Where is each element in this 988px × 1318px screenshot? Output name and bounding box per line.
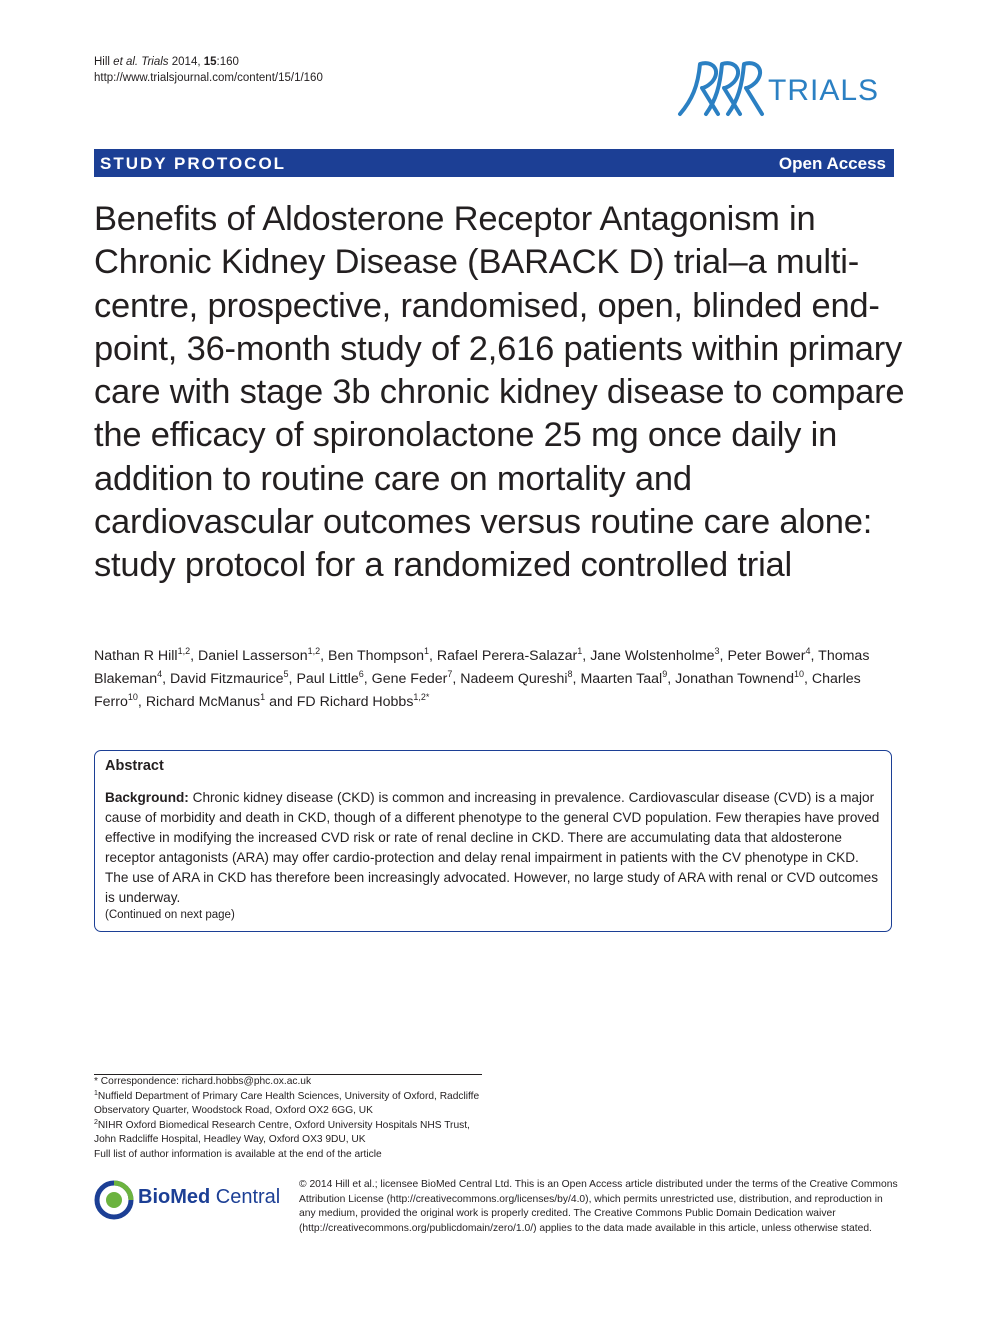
trials-logo-icon <box>676 56 771 118</box>
author-list <box>94 645 894 714</box>
affiliation-2-number: 2 <box>94 1118 98 1126</box>
author-separator: , <box>429 648 437 664</box>
biomed-word: BioMed <box>138 1186 211 1208</box>
author-name: David Fitzmaurice <box>170 671 284 687</box>
author-affiliation: 1 <box>577 646 583 656</box>
biomed-central-logo-text <box>138 1186 280 1209</box>
citation-author: Hill <box>94 56 114 68</box>
author-name: Thomas Blakeman <box>94 648 870 687</box>
author-affiliation: 3 <box>714 646 720 656</box>
footnotes <box>94 1075 494 1163</box>
article-title: Benefits of Aldosterone Receptor Antagonism in Chronic Kidney Disease (BARACK D) trial–a multi-centre, prospective, randomised, open, blinded end-point, 36-month study of 2,616 patients within primary care with stage 3b chronic kidney disease to compare the efficacy of spironolactone 25 mg once daily in addition to routine care on mortality and cardiovascular outcomes versus routine care alone: study protocol for a randomized controlled trial <box>94 200 905 585</box>
author-name: Nadeem Qureshi <box>460 671 568 687</box>
abstract-background-label: Background: <box>105 790 189 805</box>
author-separator: , <box>363 671 372 687</box>
abstract-background-text: Chronic kidney disease (CKD) is common and increasing in prevalence. Cardiovascular disease (CVD) is a major cause of morbidity and death in CKD, though of a different phenotype to the general CVD population. Few therapies have proved effective in modifying the increased CVD risk or rate of renal decline in CKD. There are accumulating data that aldosterone receptor antagonists (ARA) may offer cardio-protection and delay renal impairment in patients with the CV phenotype in CKD. The use of ARA in CKD has therefore been increasingly advocated. However, no large study of ARA with renal or CVD outcomes is underway. <box>105 790 880 905</box>
author-separator: , <box>288 671 297 687</box>
abstract-heading: Abstract <box>105 758 164 774</box>
author-affiliation: 1 <box>424 646 430 656</box>
author <box>675 671 812 687</box>
author <box>170 671 296 687</box>
author <box>580 671 675 687</box>
author-separator: , <box>162 671 170 687</box>
author-separator: , <box>803 671 812 687</box>
trials-logo-text: TRIALS <box>768 74 880 107</box>
citation-year: 2014, <box>168 56 204 68</box>
affiliation-1-number: 1 <box>94 1089 98 1097</box>
author-separator: , <box>719 648 728 664</box>
author-affiliation: 1,2 <box>177 646 191 656</box>
author <box>727 648 818 664</box>
affiliation-1 <box>94 1090 494 1119</box>
author-name: Maarten Taal <box>580 671 663 687</box>
abstract-continued-note: (Continued on next page) <box>105 909 235 921</box>
author-affiliation: 9 <box>662 669 668 679</box>
biomed-central-logo-icon <box>94 1180 134 1220</box>
author-separator: , <box>190 648 198 664</box>
abstract-box <box>94 750 892 932</box>
author <box>372 671 461 687</box>
citation-header <box>94 54 323 86</box>
author-name: Charles Ferro <box>94 671 861 710</box>
author-affiliation: 4 <box>805 646 811 656</box>
author-name: Daniel Lasserson <box>198 648 308 664</box>
author-separator: , <box>320 648 329 664</box>
author <box>297 694 430 710</box>
biomed-central-logo <box>94 1180 284 1220</box>
citation-volume: 15 <box>203 56 217 68</box>
author-separator: , <box>572 671 581 687</box>
author <box>198 648 328 664</box>
author-info-note: Full list of author information is available at the end of the article <box>94 1148 382 1160</box>
author-name: Jane Wolstenholme <box>590 648 715 664</box>
author-affiliation: 7 <box>447 669 453 679</box>
license-statement: © 2014 Hill et al.; licensee BioMed Central Ltd. This is an Open Access article distributed under the terms of the Creative Commons Attribution License (http://creativecommons.org/licenses/by/4.0), which permits unrestricted use, distribution, and reproduction in any medium, provided the original work is properly credited. The Creative Commons Public Domain Dedication waiver (http://creativecommons.org/publicdomain/zero/1.0/) applies to the data made available in this article, unless otherwise stated. <box>299 1179 898 1234</box>
author-affiliation: 8 <box>567 669 573 679</box>
central-word: Central <box>210 1186 281 1208</box>
affiliation-2-text: NIHR Oxford Biomedical Research Centre, Oxford University Hospitals NHS Trust, John Radcliffe Hospital, Headley Way, Oxford OX3 9DU, UK <box>94 1119 470 1146</box>
author-name: Gene Feder <box>371 671 448 687</box>
author <box>328 648 437 664</box>
abstract-background <box>105 788 881 908</box>
author-name: Jonathan Townend <box>675 671 794 687</box>
author <box>437 648 590 664</box>
citation-journal: et al. Trials <box>113 56 169 68</box>
author-name: Richard McManus <box>145 694 261 710</box>
author-affiliation: 1,2* <box>413 692 430 702</box>
trials-logo <box>676 56 896 118</box>
author-affiliation: 4 <box>157 669 163 679</box>
author-separator: , <box>452 671 461 687</box>
author-separator: , <box>667 671 676 687</box>
affiliation-1-text: Nuffield Department of Primary Care Health Sciences, University of Oxford, Radcliffe Observatory Quarter, Woodstock Road, Oxford OX2 6GG, UK <box>94 1090 480 1117</box>
correspondence-note: * Correspondence: richard.hobbs@phc.ox.ac.uk <box>94 1076 312 1087</box>
open-access-label: Open Access <box>778 154 886 173</box>
affiliation-2 <box>94 1119 494 1148</box>
author-name: Nathan R Hill <box>94 648 178 664</box>
author-affiliation: 10 <box>127 692 138 702</box>
article-type-band <box>94 149 894 177</box>
author-affiliation: 1 <box>260 692 266 702</box>
author-separator: and <box>265 694 297 710</box>
author-name: Peter Bower <box>727 648 806 664</box>
author-name: FD Richard Hobbs <box>296 694 414 710</box>
author <box>460 671 580 687</box>
author-separator: , <box>810 648 819 664</box>
article-type-label: STUDY PROTOCOL <box>100 154 287 173</box>
author-affiliation: 10 <box>793 669 804 679</box>
author-affiliation: 5 <box>283 669 289 679</box>
citation-pages: :160 <box>216 56 239 68</box>
author <box>146 694 297 710</box>
author-affiliation: 6 <box>358 669 364 679</box>
author-affiliation: 1,2 <box>307 646 321 656</box>
author-separator: , <box>137 694 146 710</box>
author-name: Rafael Perera-Salazar <box>436 648 578 664</box>
author-separator: , <box>582 648 591 664</box>
article-url-link[interactable]: http://www.trialsjournal.com/content/15/1/160 <box>94 72 323 84</box>
author <box>590 648 727 664</box>
author-name: Ben Thompson <box>328 648 424 664</box>
author <box>296 671 371 687</box>
author-name: Paul Little <box>296 671 359 687</box>
author <box>94 648 198 664</box>
